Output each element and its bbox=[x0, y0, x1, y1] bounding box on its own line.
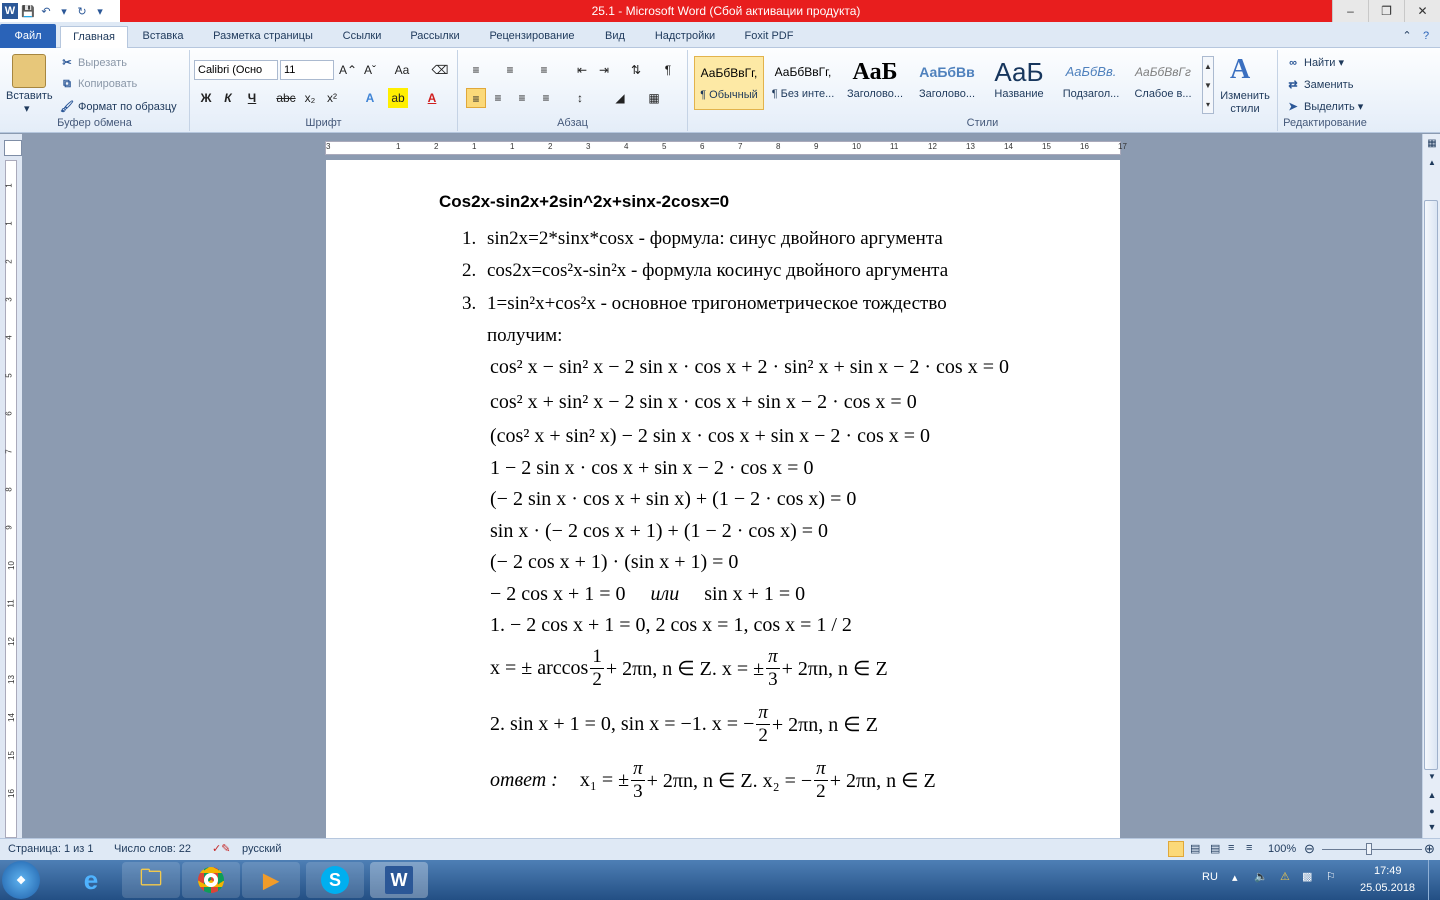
ribbon-tabs bbox=[0, 22, 1440, 48]
list-number: 3. bbox=[462, 293, 477, 314]
got-label: получим: bbox=[487, 325, 563, 346]
grow-font-icon[interactable]: A⌃ bbox=[338, 63, 358, 77]
sort-icon[interactable]: ⇅ bbox=[630, 63, 642, 77]
shading-icon[interactable]: ◢ bbox=[615, 91, 625, 105]
minimize-ribbon-icon[interactable]: ⌃ bbox=[1402, 30, 1412, 42]
bullets-icon[interactable]: ≡ bbox=[472, 63, 480, 77]
scroll-up-icon[interactable]: ▲ bbox=[1428, 158, 1436, 167]
volume-icon[interactable]: 🔈 bbox=[1254, 871, 1268, 883]
change-styles-button[interactable]: Изменить стили bbox=[1220, 90, 1270, 115]
document-title: Cos2x-sin2x+2sin^2x+sinx-2cosx=0 bbox=[439, 192, 730, 211]
editing-group-label: Редактирование bbox=[1283, 117, 1367, 129]
list-item: cos2x=cos²x-sin²x - формула косинус двойного аргумента bbox=[487, 260, 949, 281]
font-color-icon[interactable]: A bbox=[427, 91, 437, 105]
ruler-mark: 6 bbox=[700, 142, 705, 151]
ruler-mark: 11 bbox=[890, 142, 899, 151]
word-count[interactable]: Число слов: 22 bbox=[114, 843, 192, 855]
format-painter-button[interactable]: 🖌 Формат по образцу bbox=[60, 101, 177, 113]
font-name-combo[interactable]: Calibri (Осно bbox=[194, 60, 278, 80]
clear-format-icon[interactable]: ⌫ bbox=[431, 63, 449, 77]
ruler-mark: 2 bbox=[548, 142, 553, 151]
ruler-mark: 1 bbox=[396, 142, 401, 151]
style-no-spacing[interactable]: АаБбВвГг, ¶ Без инте... bbox=[771, 65, 835, 100]
zoom-out-icon[interactable]: ⊖ bbox=[1304, 841, 1315, 856]
equation-2: cos² x + sin² x − 2 sin x · cos x + sin x − 2 · cos x = 0 bbox=[490, 391, 917, 413]
ruler-mark: 12 bbox=[928, 142, 937, 151]
pilcrow-icon[interactable]: ¶ bbox=[664, 63, 672, 77]
previous-page-icon[interactable]: ▲ bbox=[1427, 790, 1437, 800]
horizontal-ruler[interactable] bbox=[325, 141, 1127, 155]
ruler-mark: 3 bbox=[326, 142, 331, 151]
word-taskbar-icon[interactable]: W bbox=[370, 862, 428, 898]
change-case-icon[interactable]: Aa bbox=[394, 63, 410, 77]
editing-group bbox=[1278, 50, 1372, 131]
ruler-mark: 14 bbox=[1004, 142, 1013, 151]
ruler-mark: 7 bbox=[4, 449, 14, 454]
font-group-label: Шрифт bbox=[305, 117, 342, 129]
next-page-icon[interactable]: ▼ bbox=[1427, 822, 1437, 832]
ribbon bbox=[0, 48, 1440, 133]
chrome-icon[interactable] bbox=[182, 862, 240, 898]
cursor-icon: ➤ bbox=[1288, 101, 1298, 113]
list-number: 1. bbox=[462, 228, 477, 249]
ruler-mark: 1 bbox=[472, 142, 477, 151]
ruler-mark: 1 bbox=[510, 142, 515, 151]
list-item: 1=sin²x+cos²x - основное тригонометрическое тождество bbox=[487, 293, 947, 314]
find-button[interactable]: ∞ Найти ▾ bbox=[1286, 56, 1344, 69]
ruler-mark: 3 bbox=[586, 142, 591, 151]
web-layout-icon[interactable]: ▤ bbox=[1210, 843, 1221, 855]
select-button[interactable]: ➤ Выделить ▾ bbox=[1286, 100, 1363, 113]
ruler-mark: 2 bbox=[434, 142, 439, 151]
list-item: sin2x=2*sinx*cosx - формула: синус двойного аргумента bbox=[487, 228, 943, 249]
start-button[interactable]: ❖ bbox=[2, 861, 40, 899]
explorer-icon[interactable]: 🗀 bbox=[122, 862, 180, 898]
equation-6: sin x · (− 2 cos x + 1) + (1 − 2 · cos x) = 0 bbox=[490, 520, 829, 542]
ruler-mark: 2 bbox=[4, 259, 14, 264]
zoom-level[interactable]: 100% bbox=[1268, 843, 1297, 855]
answer-line: ответ : x₁ = ± $\frac{\pi}{3}$ + 2πn, n ∈ Z. x₂ = − $\frac{\pi}{2}$ + 2πn, n ∈ Z bbox=[490, 758, 936, 802]
change-styles-icon[interactable]: A bbox=[1230, 54, 1251, 85]
equation-10: x = ± arccos $\frac{1}{2}$ + 2πn, n ∈ Z. x = ± $\frac{\pi}{3}$ + 2πn, n ∈ Z bbox=[490, 646, 888, 690]
align-left-icon[interactable]: ≡ bbox=[466, 88, 486, 108]
numbering-icon[interactable]: ≡ bbox=[506, 63, 514, 77]
or-label: или bbox=[650, 583, 680, 605]
equation-8-left: − 2 cos x + 1 = 0 bbox=[490, 583, 626, 605]
word-logo-icon[interactable]: W bbox=[2, 3, 18, 19]
network-icon[interactable]: ▩ bbox=[1302, 871, 1313, 883]
zoom-slider[interactable] bbox=[1322, 849, 1422, 850]
skype-icon[interactable]: S bbox=[306, 862, 364, 898]
replace-button[interactable]: ⇄ Заменить bbox=[1286, 78, 1353, 91]
binoculars-icon: ∞ bbox=[1289, 57, 1297, 69]
highlight-icon[interactable]: ab bbox=[388, 88, 408, 108]
tab-addins[interactable]: Надстройки bbox=[654, 30, 716, 42]
document-page[interactable] bbox=[326, 160, 1120, 838]
bold-icon[interactable]: Ж bbox=[200, 91, 212, 105]
ruler-mark: 4 bbox=[4, 335, 14, 340]
strikethrough-icon[interactable]: abc bbox=[276, 91, 296, 105]
ruler-mark: 9 bbox=[814, 142, 819, 151]
tab-home[interactable]: Главная bbox=[60, 26, 128, 49]
save-icon[interactable]: 💾 bbox=[21, 5, 35, 18]
ruler-mark: 1 bbox=[4, 221, 14, 226]
maximize-button[interactable]: ❐ bbox=[1368, 0, 1404, 22]
undo-icon[interactable]: ↶ bbox=[41, 5, 51, 18]
ruler-mark: 1 bbox=[4, 183, 14, 188]
chevron-down-icon[interactable]: ▾ bbox=[24, 103, 30, 115]
ruler-mark: 5 bbox=[662, 142, 667, 151]
action-center-icon[interactable]: ⚐ bbox=[1326, 871, 1336, 883]
cut-button[interactable]: ✂ Вырезать bbox=[60, 56, 127, 69]
style-heading-2[interactable]: АаБбВв Заголово... bbox=[918, 64, 976, 100]
ruler-mark: 13 bbox=[966, 142, 975, 151]
tray-expand-icon[interactable]: ▴ bbox=[1232, 872, 1238, 884]
status-bar bbox=[0, 838, 1440, 860]
help-icon[interactable]: ? bbox=[1422, 30, 1430, 42]
borders-icon[interactable]: ▦ bbox=[648, 91, 660, 105]
customize-qat-icon[interactable]: ▾ bbox=[97, 5, 103, 18]
italic-icon[interactable]: К bbox=[224, 91, 232, 105]
browse-object-icon[interactable]: ● bbox=[1429, 806, 1435, 816]
media-player-icon[interactable]: ▶ bbox=[242, 862, 300, 898]
tab-review[interactable]: Рецензирование bbox=[489, 30, 575, 42]
chevron-down-icon[interactable]: ▾ bbox=[61, 5, 67, 18]
ruler-mark: 8 bbox=[4, 487, 14, 492]
clock-date[interactable]: 25.05.2018 bbox=[1360, 882, 1416, 894]
quick-access-toolbar bbox=[0, 0, 120, 22]
ruler-mark: 13 bbox=[6, 675, 16, 684]
ruler-mark: 14 bbox=[6, 713, 16, 722]
ruler-mark: 16 bbox=[1080, 142, 1089, 151]
equation-7: (− 2 cos x + 1) · (sin x + 1) = 0 bbox=[490, 551, 739, 573]
language-indicator[interactable]: русский bbox=[242, 843, 282, 855]
superscript-icon[interactable]: x² bbox=[327, 91, 337, 105]
subscript-icon[interactable]: x₂ bbox=[304, 91, 316, 105]
fraction: $\frac{1}{2}$ bbox=[592, 646, 602, 690]
text-effects-icon[interactable]: A bbox=[365, 91, 375, 105]
window-controls bbox=[1332, 0, 1440, 22]
ruler-mark: 12 bbox=[6, 637, 16, 646]
equation-1: cos² x − sin² x − 2 sin x · cos x + 2 · sin² x + sin x − 2 · cos x = 0 bbox=[490, 356, 1009, 378]
tab-foxit-pdf[interactable]: Foxit PDF bbox=[744, 30, 794, 42]
print-layout-icon[interactable] bbox=[1168, 841, 1184, 857]
copy-button[interactable]: ⧉ Копировать bbox=[60, 78, 137, 91]
page-count[interactable]: Страница: 1 из 1 bbox=[8, 843, 94, 855]
draft-icon[interactable]: ≡ bbox=[1246, 842, 1253, 854]
clipboard-group bbox=[0, 50, 190, 131]
increase-indent-icon[interactable]: ⇥ bbox=[598, 63, 610, 77]
tab-file[interactable]: Файл bbox=[0, 24, 56, 48]
ruler-mark: 10 bbox=[852, 142, 861, 151]
ruler-mark: 15 bbox=[6, 751, 16, 760]
input-language[interactable]: RU bbox=[1202, 871, 1218, 883]
proofing-icon[interactable]: ✓✎ bbox=[212, 843, 231, 855]
ruler-mark: 9 bbox=[4, 525, 14, 530]
ruler-mark: 8 bbox=[776, 142, 781, 151]
ruler-toggle-icon[interactable]: ▦ bbox=[1427, 138, 1437, 149]
ruler-mark: 5 bbox=[4, 373, 14, 378]
fraction: $\frac{\pi}{2}$ bbox=[758, 702, 768, 746]
copy-icon: ⧉ bbox=[63, 78, 71, 90]
style-heading-1[interactable]: АаБ Заголово... bbox=[846, 59, 904, 100]
equation-5: (− 2 sin x · cos x + sin x) + (1 − 2 · cos x) = 0 bbox=[490, 488, 857, 510]
ruler-mark: 16 bbox=[6, 789, 16, 798]
answer-label: ответ : bbox=[490, 769, 558, 791]
multilevel-list-icon[interactable]: ≡ bbox=[540, 63, 548, 77]
paste-button[interactable]: Вставить bbox=[6, 90, 53, 102]
show-desktop-button[interactable] bbox=[1428, 860, 1440, 900]
clock-time[interactable]: 17:49 bbox=[1374, 865, 1402, 877]
ruler-mark: 7 bbox=[738, 142, 743, 151]
tab-selector-button[interactable] bbox=[4, 140, 22, 156]
vertical-ruler[interactable] bbox=[5, 160, 17, 838]
styles-group-label: Стили bbox=[966, 117, 999, 129]
justify-icon[interactable]: ≡ bbox=[542, 91, 550, 105]
style-subtle-emphasis[interactable]: АаБбВвГг Слабое в... bbox=[1134, 65, 1192, 100]
list-number: 2. bbox=[462, 260, 477, 281]
tab-mailings[interactable]: Рассылки bbox=[410, 30, 460, 42]
equation-11: 2. sin x + 1 = 0, sin x = −1. x = − $\frac{\pi}{2}$ + 2πn, n ∈ Z bbox=[490, 702, 878, 746]
ruler-mark: 17 bbox=[1118, 142, 1127, 151]
font-size-combo[interactable]: 11 bbox=[280, 60, 334, 80]
tab-references[interactable]: Ссылки bbox=[342, 30, 382, 42]
style-subtitle[interactable]: АаБбВв. Подзагол... bbox=[1062, 64, 1120, 100]
tab-view[interactable]: Вид bbox=[605, 30, 625, 42]
replace-icon: ⇄ bbox=[1288, 79, 1298, 91]
taskbar bbox=[0, 860, 1440, 900]
equation-8-right: sin x + 1 = 0 bbox=[704, 583, 806, 605]
paragraph-group-label: Абзац bbox=[557, 117, 588, 129]
redo-icon[interactable]: ↻ bbox=[77, 5, 87, 18]
clipboard-group-label: Буфер обмена bbox=[57, 117, 132, 129]
ruler-mark: 3 bbox=[4, 297, 14, 302]
close-button[interactable]: ✕ bbox=[1404, 0, 1440, 22]
style-title[interactable]: АаБ Название bbox=[994, 57, 1044, 100]
outline-icon[interactable]: ≡ bbox=[1228, 842, 1235, 854]
scrollbar-thumb[interactable] bbox=[1424, 200, 1438, 770]
internet-explorer-icon[interactable]: e bbox=[83, 864, 99, 895]
line-spacing-icon[interactable]: ↕ bbox=[577, 91, 583, 105]
underline-icon[interactable]: Ч bbox=[247, 91, 257, 105]
equation-3: (cos² x + sin² x) − 2 sin x · cos x + sin x − 2 · cos x = 0 bbox=[490, 425, 931, 447]
tab-page-layout[interactable]: Разметка страницы bbox=[213, 30, 313, 42]
ruler-mark: 11 bbox=[6, 599, 16, 608]
window-title: 25.1 - Microsoft Word (Сбой активации продукта) bbox=[120, 0, 1332, 22]
ruler-mark: 4 bbox=[624, 142, 629, 151]
align-right-icon[interactable]: ≡ bbox=[518, 91, 526, 105]
scroll-down-icon[interactable]: ▼ bbox=[1428, 772, 1436, 781]
ruler-mark: 6 bbox=[4, 411, 14, 416]
ruler-mark: 15 bbox=[1042, 142, 1051, 151]
styles-scroll[interactable]: ▲ ▼ ▾ bbox=[1202, 56, 1214, 114]
equation-9: 1. − 2 cos x + 1 = 0, 2 cos x = 1, cos x = 1 / 2 bbox=[490, 614, 852, 636]
style-normal[interactable]: АаБбВвГг, ¶ Обычный bbox=[694, 56, 764, 110]
font-group bbox=[190, 50, 458, 131]
tab-insert[interactable]: Вставка bbox=[142, 30, 184, 42]
scissors-icon: ✂ bbox=[62, 57, 72, 69]
fraction: $\frac{\pi}{3}$ bbox=[633, 758, 643, 802]
align-center-icon[interactable]: ≡ bbox=[494, 91, 502, 105]
paragraph-group bbox=[458, 50, 688, 131]
fraction: $\frac{\pi}{2}$ bbox=[816, 758, 826, 802]
minimize-button[interactable]: – bbox=[1332, 0, 1368, 22]
fraction: $\frac{\pi}{3}$ bbox=[768, 646, 778, 690]
paste-icon[interactable] bbox=[12, 54, 46, 88]
shrink-font-icon[interactable]: Aˇ bbox=[364, 63, 376, 77]
brush-icon: 🖌 bbox=[60, 101, 74, 113]
equation-8 bbox=[490, 583, 805, 606]
decrease-indent-icon[interactable]: ⇤ bbox=[576, 63, 588, 77]
styles-group bbox=[688, 50, 1278, 131]
equation-4: 1 − 2 sin x · cos x + sin x − 2 · cos x = 0 bbox=[490, 457, 814, 479]
ruler-mark: 10 bbox=[6, 561, 16, 570]
notification-icon[interactable]: ⚠ bbox=[1280, 871, 1290, 883]
zoom-in-icon[interactable]: ⊕ bbox=[1424, 841, 1435, 856]
full-screen-reading-icon[interactable]: ▤ bbox=[1190, 843, 1201, 855]
zoom-slider-thumb[interactable] bbox=[1366, 843, 1372, 855]
